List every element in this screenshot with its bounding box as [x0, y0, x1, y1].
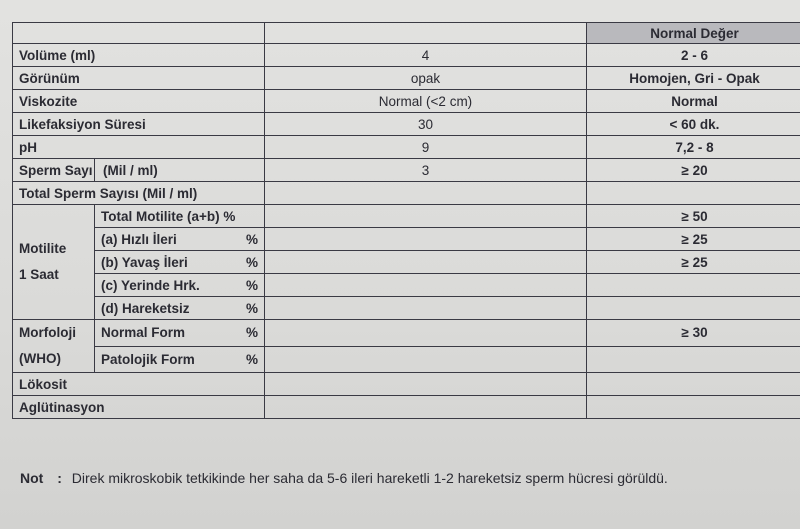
- row-normal: [587, 182, 800, 205]
- row-label: Lökosit: [13, 373, 265, 396]
- row-normal: < 60 dk.: [587, 113, 800, 136]
- row-value: 4: [265, 44, 587, 67]
- row-value: [265, 274, 587, 297]
- header-empty-label: [13, 23, 265, 44]
- row-normal: [587, 297, 800, 320]
- row-normal: 7,2 - 8: [587, 136, 800, 159]
- motility-group-line1: Motilite: [19, 241, 67, 256]
- row-normal: 2 - 6: [587, 44, 800, 67]
- row-normal: ≥ 20: [587, 159, 800, 182]
- table-row: [13, 113, 800, 136]
- note-text: Direk mikroskobik tetkikinde her saha da 5-6 ileri hareketli 1-2 hareketsiz sperm hücresi görüldü.: [71, 470, 668, 486]
- morphology-group-line1: Morfoloji: [19, 325, 76, 340]
- row-label: Normal Form %: [95, 320, 265, 347]
- table-row: [13, 251, 800, 274]
- row-normal: ≥ 30: [587, 320, 800, 347]
- row-value: [265, 297, 587, 320]
- footnote: [20, 470, 790, 486]
- table-row: [13, 346, 800, 373]
- table-row: [13, 182, 800, 205]
- row-label: Sperm Sayı: [13, 159, 95, 182]
- table-row: [13, 67, 800, 90]
- row-value: 3: [265, 159, 587, 182]
- table-row: [13, 44, 800, 67]
- row-label: Likefaksiyon Süresi: [13, 113, 265, 136]
- row-label: Volüme (ml): [13, 44, 265, 67]
- row-label: Viskozite: [13, 90, 265, 113]
- row-normal: Normal: [587, 90, 800, 113]
- row-value: [265, 251, 587, 274]
- row-label: pH: [13, 136, 265, 159]
- morphology-group-line2: (WHO): [19, 351, 61, 366]
- row-value: [265, 396, 587, 419]
- row-value: [265, 346, 587, 373]
- motility-group-label: [13, 205, 95, 320]
- normal-value-header: Normal Değer: [587, 23, 800, 44]
- motility-group-line2: 1 Saat: [19, 267, 59, 282]
- table-row: [13, 159, 800, 182]
- row-normal: Homojen, Gri - Opak: [587, 67, 800, 90]
- row-value: Normal (<2 cm): [265, 90, 587, 113]
- header-empty-value: [265, 23, 587, 44]
- note-label: Not: [20, 470, 44, 486]
- row-label: Aglütinasyon: [13, 396, 265, 419]
- row-unit: (Mil / ml): [95, 159, 265, 182]
- morphology-group-label: [13, 320, 95, 373]
- table-row: [13, 90, 800, 113]
- row-value: 30: [265, 113, 587, 136]
- row-value: [265, 228, 587, 251]
- row-label: (c) Yerinde Hrk. %: [95, 274, 265, 297]
- row-normal: ≥ 25: [587, 251, 800, 274]
- row-normal: ≥ 50: [587, 205, 800, 228]
- row-value: [265, 182, 587, 205]
- row-normal: ≥ 25: [587, 228, 800, 251]
- row-value: 9: [265, 136, 587, 159]
- table-row: [13, 396, 800, 419]
- row-label: Görünüm: [13, 67, 265, 90]
- row-label: Patolojik Form %: [95, 346, 265, 373]
- row-label: (d) Hareketsiz %: [95, 297, 265, 320]
- header-row: [13, 23, 800, 44]
- row-normal: [587, 373, 800, 396]
- table-row: [13, 274, 800, 297]
- row-value: [265, 373, 587, 396]
- table-row: [13, 136, 800, 159]
- note-separator: :: [57, 470, 62, 486]
- table-row: [13, 320, 800, 347]
- table-row: [13, 228, 800, 251]
- row-value: [265, 205, 587, 228]
- table-row: [13, 373, 800, 396]
- table-row: [13, 205, 800, 228]
- row-normal: [587, 346, 800, 373]
- row-label: Total Sperm Sayısı (Mil / ml): [13, 182, 265, 205]
- row-value: [265, 320, 587, 347]
- row-normal: [587, 396, 800, 419]
- row-value: opak: [265, 67, 587, 90]
- row-normal: [587, 274, 800, 297]
- row-label: Total Motilite (a+b) %: [95, 205, 265, 228]
- table-row: [13, 297, 800, 320]
- row-label: (a) Hızlı İleri %: [95, 228, 265, 251]
- row-label: (b) Yavaş İleri %: [95, 251, 265, 274]
- semen-analysis-table: [12, 22, 800, 419]
